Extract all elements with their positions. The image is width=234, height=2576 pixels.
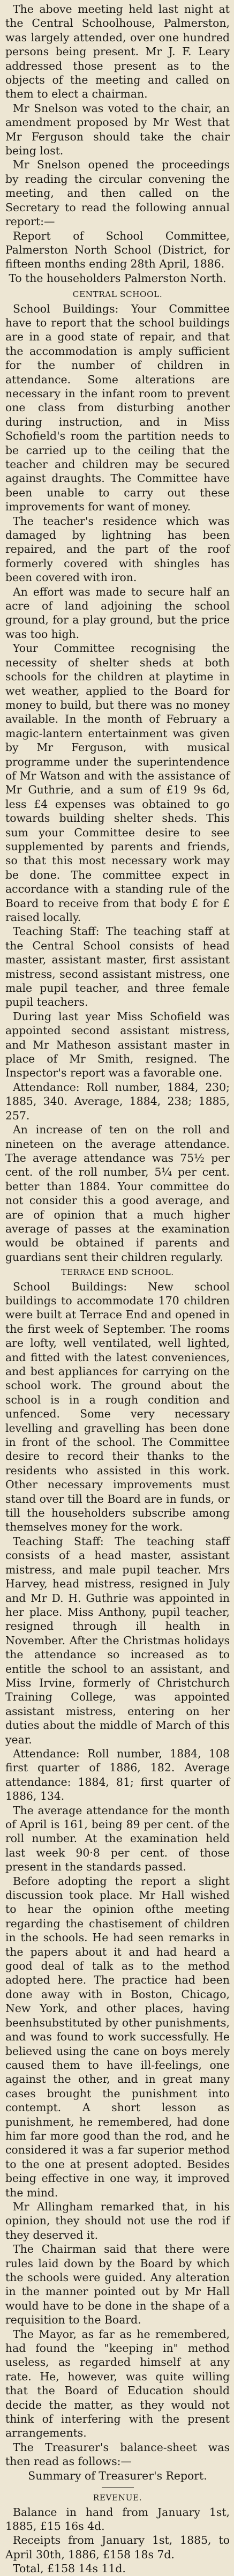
paragraph-terrace-attendance: Attendance: Roll number, 1884, 108 first quarter of 1886, 182. Average attendance: 1884, 81; first quarter of 1886, 134. xyxy=(5,1747,230,1803)
section-heading-terrace-end: TERRACE END SCHOOL. xyxy=(61,1267,174,1278)
paragraph-playground: An effort was made to secure half an acre of land adjoining the school ground, for a play ground, but the price was too high. xyxy=(5,585,230,641)
section-divider xyxy=(102,2487,134,2488)
paragraph-discussion: Before adopting the report a slight discussion took place. Mr Hall wished to hear the opinion ofthe meeting regarding the chastisement of children in the schools. He had seen remarks in the papers about it and had heard a good deal of talk as to the method adopted here. The practice had been done away with in Boston, Chicago, New York, and other places, having beenhsubstituted by other punishments, and was found to work successfully. He believed using the cane on boys merely caused them to have ill-feelings, one against the other, and in great many cases brought the punishment into contempt. A short lesson as punishment, he remembered, had done him far more good than the rod, and he considered it was a far superior method to the one at present adopted. Besides being effective in one way, it improved the mind. xyxy=(5,1874,230,2199)
treasurer-summary-title: Summary of Treasurer's Report. xyxy=(28,2469,207,2482)
paragraph-central-attendance: Attendance: Roll number, 1884, 230; 1885, 340. Average, 1884, 238; 1885, 257. xyxy=(5,1080,230,1122)
revenue-total: Total, £158 14s 11d. xyxy=(13,2562,126,2575)
revenue-balance: Balance in hand from January 1st, 1885, £15 16s 4d. xyxy=(5,2505,230,2533)
paragraph-april-attendance: The average attendance for the month of April is 161, being 89 per cent. of the roll number. At the examination held last week 90·8 per cent. of those present in the standards passed. xyxy=(5,1803,230,1874)
paragraph-balance-sheet: The Treasurer's balance-sheet was then read as follows:— xyxy=(5,2440,230,2468)
paragraph-chair-vote: Mr Snelson was voted to the chair, an amendment proposed by Mr West that Mr Ferguson should take the chair being lost. xyxy=(5,101,230,158)
paragraph-teacher-residence: The teacher's residence which was damaged by lightning has been repaired, and the part of the roof formerly covered with shingles has been covered with iron. xyxy=(5,514,230,584)
paragraph-terrace-staff: Teaching Staff: The teaching staff consists of a head master, assistant mistress, and male pupil teacher. Mrs Harvey, head mistress, resigned in July and Mr D. H. Guthrie was appointed in her place. Miss Anthony, pupil teacher, resigned through ill health in November. After the Christmas holidays the attendance so increased as to entitle the school to an assistant, and Miss Irvine, formerly of Christchurch Training College, was appointed assistant mistress, entering on her duties about the middle of March of this year. xyxy=(5,1534,230,1746)
paragraph-addressee: To the householders Palmerston North. xyxy=(9,271,227,285)
paragraph-intro: The above meeting held last night at the Central Schoolhouse, Palmerston, was largely attended, over one hundred persons being present. Mr J. F. Leary addressed those present as to the objects of the meeting and called on them to elect a chairman. xyxy=(5,3,230,101)
paragraph-attendance-increase: An increase of ten on the roll and nineteen on the average attendance. The average attendance was 75½ per cent. of the roll number, 5¼ per cent. better than 1884. Your committee do not consider this a good average, and are of opinion that a much higher average of passes at the examination would be obtained if parents and guardians sent their children regularly. xyxy=(5,1123,230,1264)
revenue-receipts: Receipts from January 1st, 1885, to April 30th, 1886, £158 18s 7d. xyxy=(5,2534,230,2561)
paragraph-staff-changes: During last year Miss Schofield was appointed second assistant mistress, and Mr Matheson assistant master in place of Mr Smith, resigned. The Inspector's report was a favorable one. xyxy=(5,1009,230,1080)
paragraph-central-staff: Teaching Staff: The teaching staff at the Central School consists of head master, assistant master, first assistant mistress, second assistant mistress, one male pupil teacher, and three female pupil teachers. xyxy=(5,925,230,1009)
paragraph-allingham: Mr Allingham remarked that, in his opinion, they should not use the rod if they deserved it. xyxy=(5,2200,230,2241)
paragraph-shelter-sheds: Your Committee recognising the necessity of shelter sheds at both schools for the children at playtime in wet weather, applied to the Board for money to build, but there was no money available. In the month of February a magic-lantern entertainment was given by Mr Ferguson, with musical programme under the superintendence of Mr Watson and with the assistance of Mr Guthrie, and a sum of £19 9s 6d, less £4 expenses was obtained to go towards building shelter sheds. This sum your Committee desire to see supplemented by parents and friends, so that this most necessary work may be done. The committee expect in accordance with a standing rule of the Board to receive from that body £ for £ raised locally. xyxy=(5,642,230,924)
paragraph-terrace-buildings: School Buildings: New school buildings to accommodate 170 children were built at Terrace End and opened in the first week of September. The rooms are lofty, well ventilated, well lighted, and fitted with the latest conveniences, and best appliances for carrying on the school work. The ground about the school is in a rough condition and unfenced. Some very necessary levelling and gravelling has been done in front of the school. The Committee desire to record their thanks to the residents who assisted in this work. Other necessary improvements must stand over till the Board are in funds, or till the householders subscribe among themselves money for the work. xyxy=(5,1280,230,1534)
paragraph-central-buildings: School Buildings: Your Committee have to report that the school buildings are in a good state of repair, and that the accommodation is amply sufficient for the number of children in attendance. Some alterations are necessary in the infant room to prevent one class from disturbing another during instruction, and in Miss Schofield's room the partition needs to be carried up to the ceiling that the teacher and children may be secured against draughts. The Committee have been unable to carry out these improvements for want of money. xyxy=(5,302,230,514)
paragraph-proceedings: Mr Snelson opened the proceedings by reading the circular convening the meeting, and then called on the Secretary to read the following annual report:— xyxy=(5,158,230,228)
section-heading-central-school: CENTRAL SCHOOL. xyxy=(72,289,163,300)
paragraph-chairman: The Chairman said that there were rules laid down by the Board by which the schools were guided. Any alteration in the manner pointed out by Mr Hall would have to be done in the shape of a requisition to the Board. xyxy=(5,2243,230,2327)
paragraph-mayor: The Mayor, as far as he remembered, had found the "keeping in" method useless, as regarded himself at any rate. He, however, was quite willing that the Board of Education should decide the matter, as they would not think of interfering with the present arrangements. xyxy=(5,2327,230,2440)
section-heading-revenue: REVENUE. xyxy=(93,2493,142,2503)
paragraph-report-title: Report of School Committee, Palmerston North School (District, for fifteen months ending 28th April, 1886. xyxy=(5,229,230,271)
